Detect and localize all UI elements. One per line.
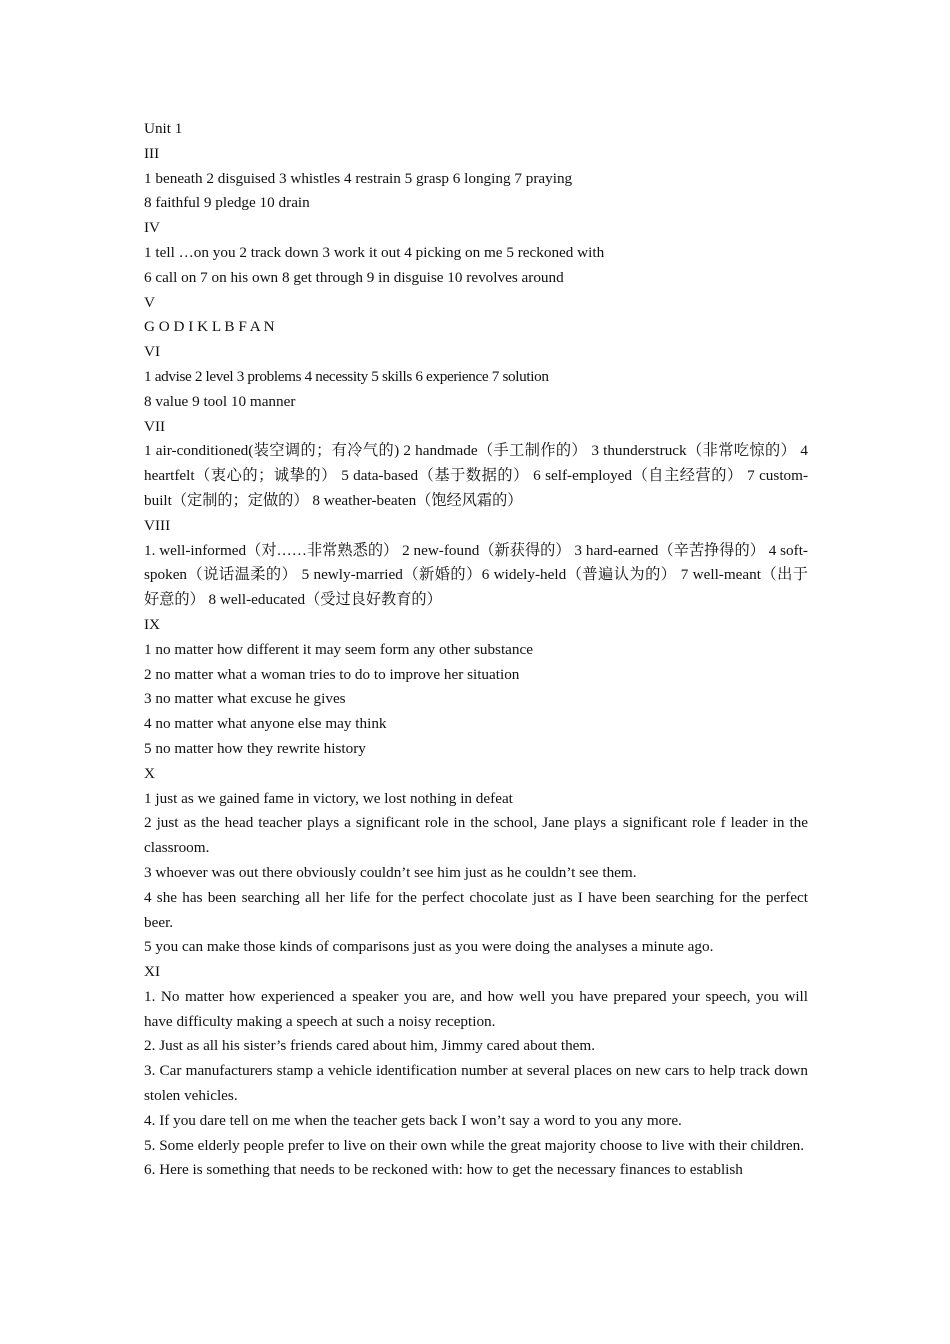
unit-title: Unit 1 xyxy=(144,120,183,137)
answer-paragraph: 1 air-conditioned(装空调的；有冷气的) 2 handmade（手工制作的） 3 thunderstruck（非常吃惊的） 4 heartfelt（衷心的；诚挚的） 5 data-based（基于数据的） 6 self-employed（自主经营的） 7 custom-built（定制的；定做的） 8 weather-beaten（饱经风霜的） xyxy=(144,442,808,509)
answer-item: 2 just as the head teacher plays a significant role in the school, Jane plays a significant role f leader in the classroom. xyxy=(144,814,808,857)
answer-item: 2. Just as all his sister’s friends cared about him, Jimmy cared about them. xyxy=(144,1037,596,1055)
answer-line: 6 call on 7 on his own 8 get through 9 in disguise 10 revolves around xyxy=(144,268,564,286)
section-heading-III: III xyxy=(144,144,160,162)
answer-line: 1 tell …on you 2 track down 3 work it out 4 picking on me 5 reckoned with xyxy=(144,243,605,261)
answer-item: 4. If you dare tell on me when the teacher gets back I won’t say a word to you any more. xyxy=(144,1111,682,1129)
section-heading-VIII: VIII xyxy=(144,516,171,534)
answer-line: 1 advise 2 level 3 problems 4 necessity 5 skills 6 experience 7 solution xyxy=(144,367,549,385)
answer-item: 3 whoever was out there obviously couldn’t see him just as he couldn’t see them. xyxy=(144,863,637,881)
section-heading-VI: VI xyxy=(144,343,161,361)
section-heading-IV: IV xyxy=(144,219,161,237)
answer-line: 2 no matter what a woman tries to do to improve her situation xyxy=(144,665,520,683)
answer-line: 1 beneath 2 disguised 3 whistles 4 restrain 5 grasp 6 longing 7 praying xyxy=(144,169,573,187)
section-heading-IX: IX xyxy=(144,615,161,633)
section-heading-VII: VII xyxy=(144,417,166,435)
answer-line: 8 faithful 9 pledge 10 drain xyxy=(144,194,310,212)
section-heading-X: X xyxy=(144,764,155,782)
answer-item: 6. Here is something that needs to be reckoned with: how to get the necessary finances to establish xyxy=(144,1161,743,1179)
answer-line: 3 no matter what excuse he gives xyxy=(144,690,346,708)
answer-line: 4 no matter what anyone else may think xyxy=(144,715,387,733)
answer-item: 1. No matter how experienced a speaker you are, and how well you have prepared your speech, you will have difficulty making a speech at such a noisy reception. xyxy=(144,987,808,1030)
document-page xyxy=(144,117,808,1183)
answer-paragraph: 1. well-informed（对……非常熟悉的） 2 new-found（新获得的） 3 hard-earned（辛苦挣得的） 4 soft-spoken（说话温柔的） 5 newly-married（新婚的）6 widely-held（普遍认为的） 7 well-meant（出于好意的） 8 well-educated（受过良好教育的） xyxy=(144,541,808,609)
answer-item: 4 she has been searching all her life for the perfect chocolate just as I have been searching for the perfect beer. xyxy=(144,888,808,931)
answer-item: 5. Some elderly people prefer to live on their own while the great majority choose to live with their children. xyxy=(144,1136,805,1154)
answer-line: 5 no matter how they rewrite history xyxy=(144,739,366,757)
answer-item: 3. Car manufacturers stamp a vehicle identification number at several places on new cars to help track down stolen vehicles. xyxy=(144,1062,808,1105)
answer-item: 1 just as we gained fame in victory, we lost nothing in defeat xyxy=(144,789,513,807)
section-heading-XI: XI xyxy=(144,963,161,981)
answer-line: 1 no matter how different it may seem form any other substance xyxy=(144,640,533,658)
answer-line: G O D I K L B F A N xyxy=(144,318,275,336)
answer-item: 5 you can make those kinds of comparisons just as you were doing the analyses a minute ago. xyxy=(144,938,714,956)
answer-line: 8 value 9 tool 10 manner xyxy=(144,392,296,410)
section-heading-V: V xyxy=(144,293,155,311)
